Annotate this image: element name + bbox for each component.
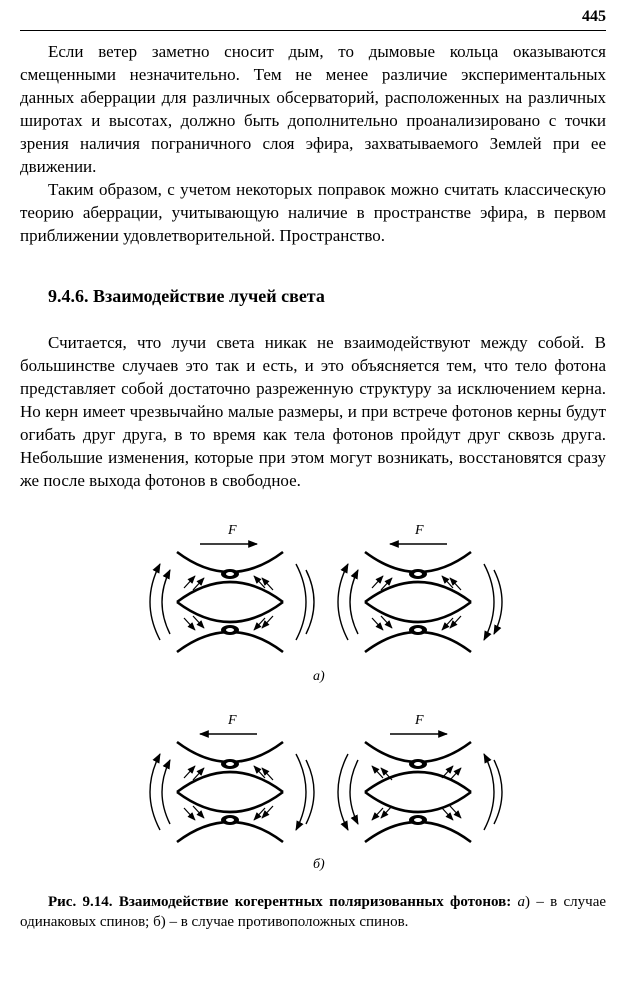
photon-arc: [177, 772, 283, 792]
flow-arrow: [254, 808, 265, 820]
photon-arc: [365, 792, 471, 812]
photon-pair-right: [338, 713, 502, 842]
force-label: F: [228, 713, 237, 728]
figure-a-drawing: [0, 516, 626, 692]
figure-b-drawing: [0, 706, 626, 878]
circulation-arrow: [350, 760, 358, 824]
paragraph: Считается, что лучи света никак не взаимодействуют между собой. В большинстве случаев это так и есть, и это объясняется тем, что тело фотона представляет собой достаточно разреженную структуру за исключением керна. Но керн имеет чрезвычайно малые размеры, и при встрече фотонов керны будут огибать друг друга, в то время как тела фотонов пройдут друг сквозь друга. Небольшие изменения, которые при этом могут возникать, восстановятся сразу же после выхода фотонов в свободное.: [20, 333, 606, 490]
figure-caption: [20, 892, 606, 932]
circulation-arrow: [306, 760, 314, 824]
figure-panel-b: [0, 706, 626, 878]
body-text-top: [20, 40, 606, 247]
flow-arrow: [372, 576, 383, 588]
flow-arrow: [450, 578, 461, 590]
caption-paragraph: [20, 892, 606, 932]
circulation-arrow: [338, 754, 348, 830]
flow-arrow: [184, 808, 195, 820]
flow-arrow: [184, 618, 195, 630]
photon-arc: [177, 792, 283, 812]
circulation-arrow: [150, 754, 160, 830]
flow-arrow: [372, 618, 383, 630]
paragraph: Таким образом, с учетом некоторых поправок можно считать классическую теорию аберрации, учитывающую наличие в пространстве эфира, в первом приближении удовлетворительной. Пространство.: [20, 180, 606, 245]
force-label: F: [228, 523, 237, 538]
photon-pair-left: [150, 713, 314, 842]
flow-arrow: [442, 618, 453, 630]
paragraph: Если ветер заметно сносит дым, то дымовые кольца оказываются смещенными незначительно. Тем не менее различие экспериментальных данных аберрации для различных обсерваторий, расположенных на различных широтах и высотах, должно быть дополнительно проанализировано с точки зрения наличия пограничного слоя эфира, захватываемого Землей при ее движении.: [20, 42, 606, 176]
circulation-arrow: [494, 570, 502, 634]
flow-arrow: [262, 806, 273, 818]
caption-title: Взаимодействие когерентных поляризованных фотонов:: [118, 894, 512, 910]
flow-arrow: [442, 808, 453, 820]
circulation-arrow: [162, 570, 170, 634]
flow-arrow: [262, 578, 273, 590]
flow-arrow: [184, 766, 195, 778]
photon-arc: [365, 582, 471, 602]
photon-pair-left: [150, 523, 314, 652]
circulation-arrow: [296, 754, 306, 830]
body-text-bottom: [20, 331, 606, 492]
circulation-arrow: [484, 754, 494, 830]
panel-label-b: б): [313, 857, 325, 872]
photon-arc: [365, 602, 471, 622]
circulation-arrow: [338, 564, 348, 640]
circulation-arrow: [150, 564, 160, 640]
force-label: F: [415, 713, 424, 728]
figure-panel-a: [0, 516, 626, 692]
section-heading: 9.4.6. Взаимодействие лучей света: [48, 286, 325, 306]
photon-arc: [177, 602, 283, 622]
force-label: F: [415, 523, 424, 538]
circulation-arrow: [162, 760, 170, 824]
panel-label-a: а): [313, 669, 325, 684]
header-rule: [20, 30, 606, 31]
flow-arrow: [450, 768, 461, 780]
page-number: 445: [582, 8, 606, 25]
circulation-arrow: [484, 564, 494, 640]
flow-arrow: [254, 618, 265, 630]
flow-arrow: [184, 576, 195, 588]
circulation-arrow: [350, 570, 358, 634]
circulation-arrow: [494, 760, 502, 824]
caption-text-a: ) – в случае одинаковых спинов;: [20, 894, 607, 930]
photon-arc: [177, 582, 283, 602]
flow-arrow: [262, 768, 273, 780]
caption-text-b: б) – в случае противоположных спинов.: [153, 914, 409, 930]
caption-letter-a: а: [517, 894, 526, 910]
photon-pair-right: [338, 523, 502, 652]
circulation-arrow: [296, 564, 306, 640]
caption-label: Рис. 9.14.: [48, 894, 113, 910]
flow-arrow: [442, 766, 453, 778]
flow-arrow: [450, 806, 461, 818]
circulation-arrow: [306, 570, 314, 634]
flow-arrow: [450, 616, 461, 628]
flow-arrow: [262, 616, 273, 628]
